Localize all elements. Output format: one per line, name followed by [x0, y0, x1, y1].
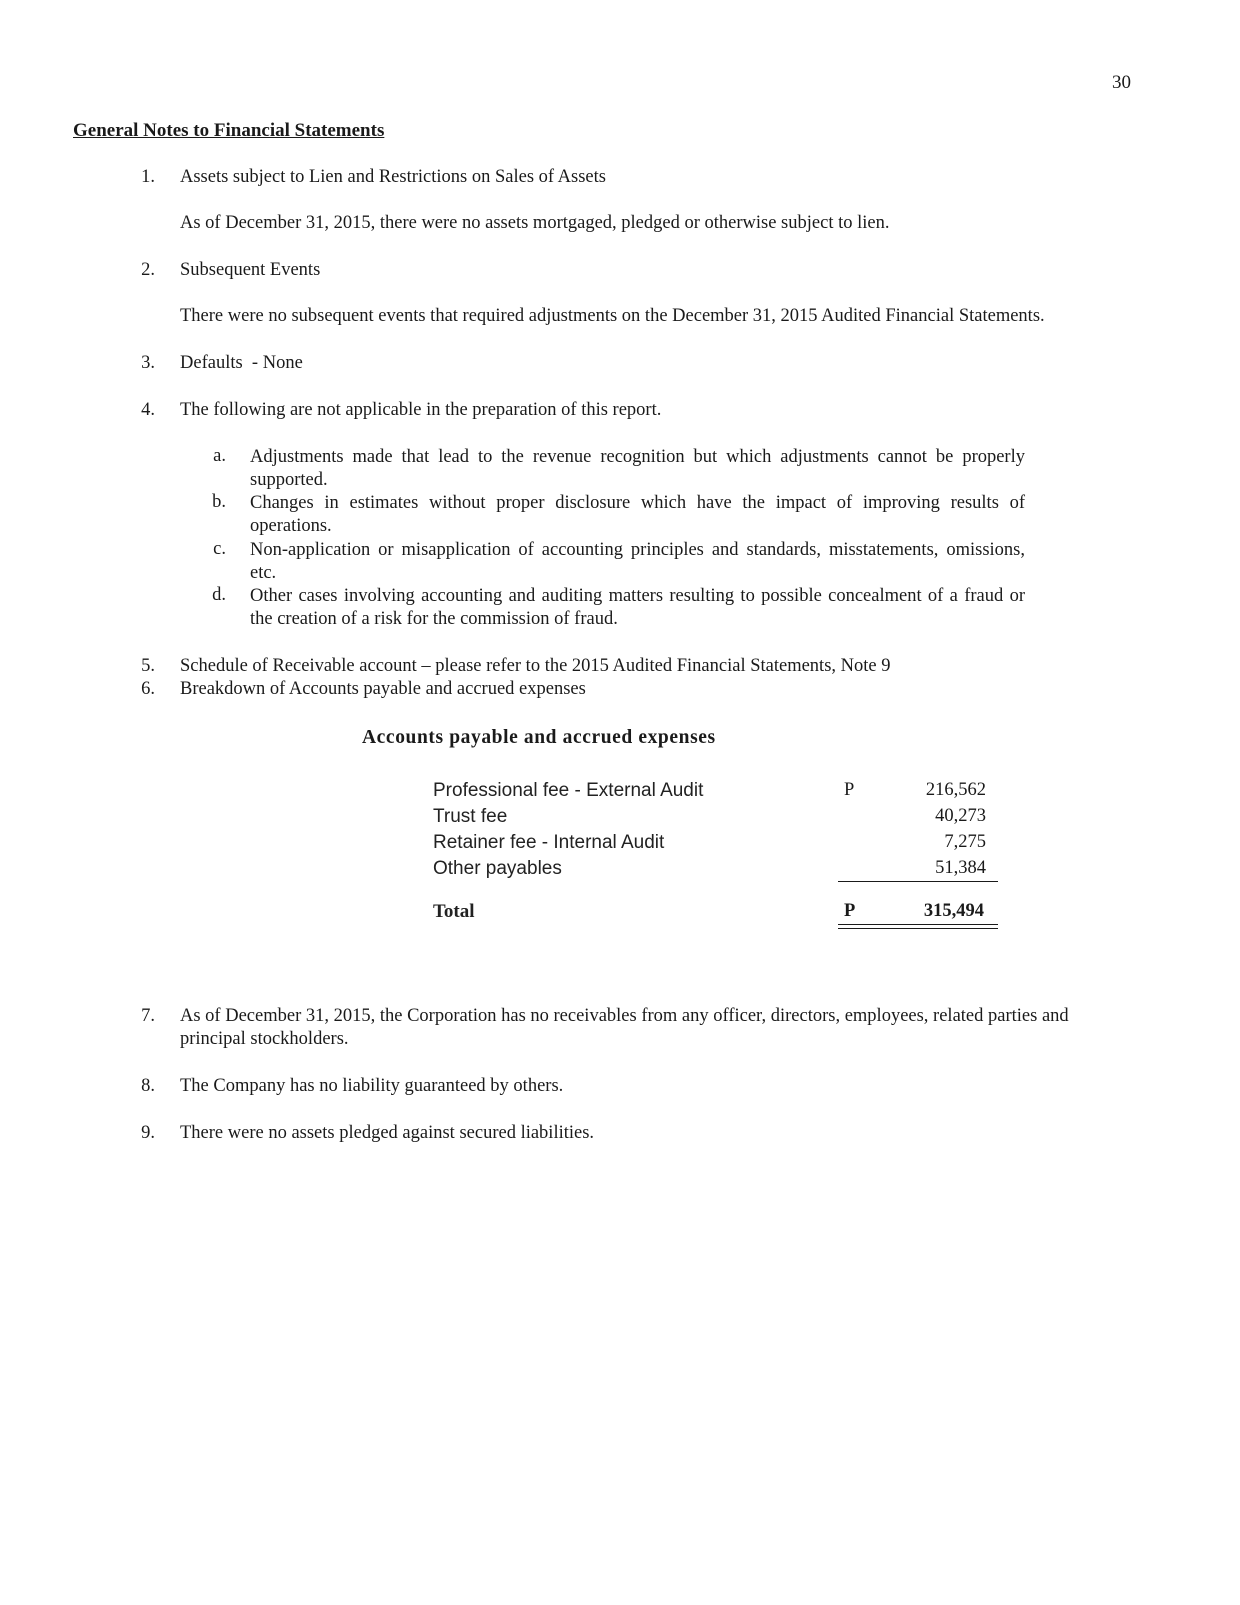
- note-title: There were no assets pledged against secured liabilities.: [180, 1123, 595, 1143]
- note-number: 5.: [141, 656, 155, 676]
- subtotal-rule: [838, 881, 998, 882]
- sub-item-letter: b.: [212, 492, 226, 512]
- total-double-rule-top: [838, 924, 998, 925]
- note-title: Breakdown of Accounts payable and accrued expenses: [180, 679, 586, 699]
- total-label: Total: [433, 901, 475, 922]
- note-number: 8.: [141, 1076, 155, 1096]
- sub-item-text: Other cases involving accounting and auditing matters resulting to possible concealment of a fraud or the creation of a risk for the commission of fraud.: [250, 586, 1025, 629]
- note-number: 7.: [141, 1006, 155, 1026]
- row-label: Other payables: [433, 858, 562, 879]
- note-body: There were no subsequent events that required adjustments on the December 31, 2015 Audited Financial Statements.: [180, 306, 1045, 326]
- note-title: The Company has no liability guaranteed by others.: [180, 1076, 564, 1096]
- total-double-rule-bottom: [838, 928, 998, 929]
- note-body: As of December 31, 2015, there were no assets mortgaged, pledged or otherwise subject to lien.: [180, 213, 890, 233]
- row-value: 216,562: [925, 780, 986, 800]
- row-label: Retainer fee - Internal Audit: [433, 832, 665, 853]
- note-number: 4.: [141, 400, 155, 420]
- row-value: 40,273: [935, 806, 986, 826]
- note-number: 2.: [141, 260, 155, 280]
- note-number: 9.: [141, 1123, 155, 1143]
- note-title: Defaults - None: [180, 353, 303, 373]
- row-value: 51,384: [935, 858, 986, 878]
- note-title: Assets subject to Lien and Restrictions on Sales of Assets: [180, 167, 606, 187]
- page-number: 30: [1112, 72, 1131, 93]
- note-title-continued: principal stockholders.: [180, 1029, 349, 1049]
- row-label: Professional fee - External Audit: [433, 780, 704, 801]
- note-title: As of December 31, 2015, the Corporation has no receivables from any officer, directors, employees, related parties and: [180, 1006, 1069, 1026]
- sub-item-letter: d.: [212, 585, 226, 605]
- total-value: 315,494: [923, 901, 984, 921]
- note-number: 6.: [141, 679, 155, 699]
- note-title: Schedule of Receivable account – please refer to the 2015 Audited Financial Statements, Note 9: [180, 656, 891, 676]
- note-number: 3.: [141, 353, 155, 373]
- total-currency: P: [844, 901, 856, 921]
- sub-item-text: Non-application or misapplication of accounting principles and standards, misstatements, omissions, etc.: [250, 540, 1025, 583]
- note-title: The following are not applicable in the preparation of this report.: [180, 400, 662, 420]
- note-number: 1.: [141, 167, 155, 187]
- sub-item-text: Changes in estimates without proper disclosure which have the impact of improving results of operations.: [250, 493, 1025, 536]
- page-title: General Notes to Financial Statements: [73, 120, 385, 141]
- sub-item-letter: a.: [213, 446, 226, 466]
- row-label: Trust fee: [433, 806, 508, 827]
- sub-item-letter: c.: [213, 539, 226, 559]
- table-title: Accounts payable and accrued expenses: [362, 727, 716, 748]
- row-currency: P: [844, 780, 855, 800]
- row-value: 7,275: [944, 832, 986, 852]
- note-title: Subsequent Events: [180, 260, 321, 280]
- sub-item-text: Adjustments made that lead to the revenue recognition but which adjustments cannot be properly supported.: [250, 447, 1025, 490]
